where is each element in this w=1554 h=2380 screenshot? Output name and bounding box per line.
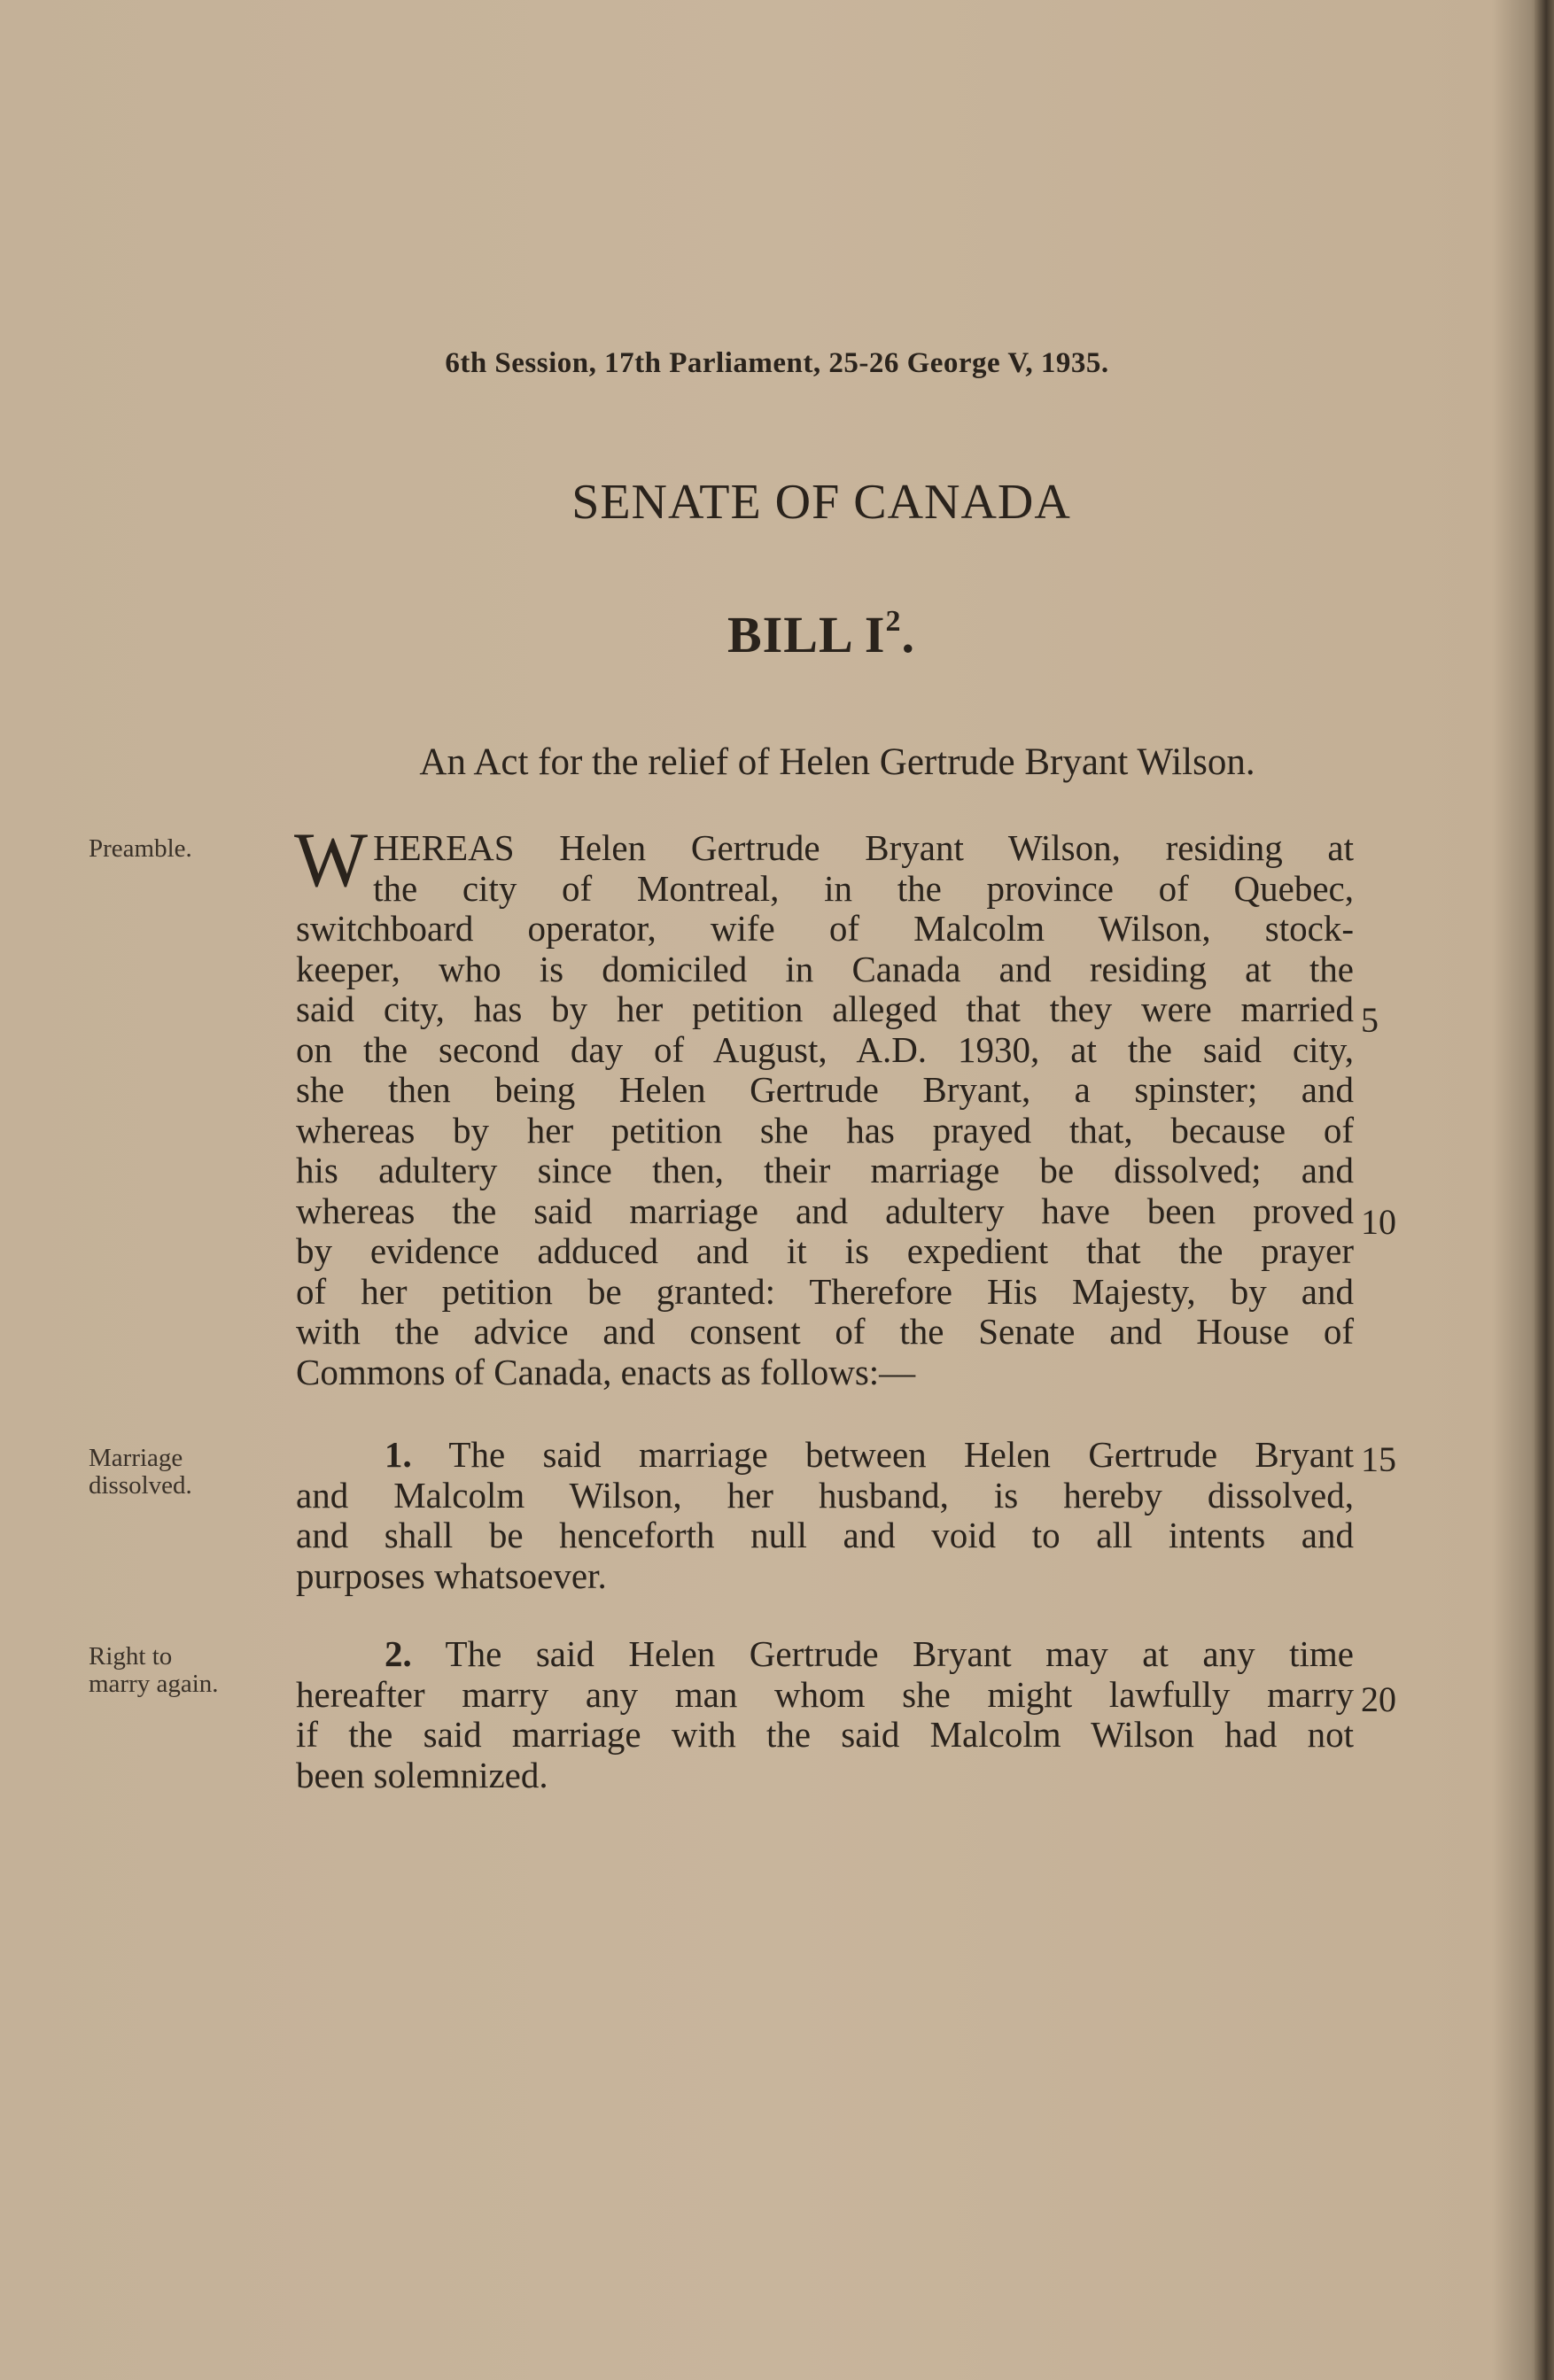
text-line-content: The said Helen Gertrude Bryant may at any time	[445, 1633, 1354, 1674]
text-line: if the said marriage with the said Malcolm Wilson had not	[296, 1714, 1354, 1755]
preamble-text	[294, 818, 1354, 1392]
line-number-5: 5	[1361, 1000, 1379, 1040]
session-header: 6th Session, 17th Parliament, 25-26 George V, 1935.	[445, 347, 1109, 379]
margin-note-marriage-dissolved	[89, 1445, 275, 1500]
text-line: said city, has by her petition alleged that they were married	[296, 988, 1354, 1029]
text-line	[296, 1435, 1354, 1476]
text-line: and shall be henceforth null and void to all intents and	[296, 1515, 1354, 1555]
section-2-text	[296, 1634, 1354, 1795]
bill-dot: .	[901, 606, 915, 663]
line-number-15: 15	[1361, 1439, 1396, 1479]
text-line: been solemnized.	[296, 1754, 548, 1795]
margin-note-line: dissolved.	[89, 1471, 192, 1500]
text-line: with the advice and consent of the Senate and House of	[296, 1311, 1354, 1352]
text-line: hereafter marry any man whom she might lawfully marry	[296, 1673, 1354, 1715]
section-number: 2.	[385, 1633, 412, 1674]
text-line: keeper, who is domiciled in Canada and residing at the	[296, 948, 1354, 989]
text-line: on the second day of August, A.D. 1930, at the said city,	[296, 1028, 1354, 1070]
margin-note-line: marry again.	[89, 1670, 219, 1698]
text-line: Commons of Canada, enacts as follows:—	[296, 1351, 916, 1392]
text-line: and Malcolm Wilson, her husband, is hereby dissolved,	[296, 1474, 1354, 1516]
bill-superscript: 2	[885, 605, 902, 638]
text-line	[296, 1634, 1354, 1675]
margin-note-preamble: Preamble.	[89, 834, 192, 863]
text-line: of her petition be granted: Therefore His Majesty, by and	[296, 1270, 1354, 1312]
text-line: whereas the said marriage and adultery have been proved	[296, 1190, 1354, 1231]
section-number: 1.	[385, 1434, 412, 1475]
senate-heading: SENATE OF CANADA	[571, 475, 1071, 530]
text-line: his adultery since then, their marriage be dissolved; and	[296, 1150, 1354, 1190]
bill-number	[0, 605, 1554, 664]
text-line: she then being Helen Gertrude Bryant, a spinster; and	[296, 1069, 1354, 1110]
text-line: by evidence adduced and it is expedient that the prayer	[296, 1230, 1354, 1271]
text-line: the city of Montreal, in the province of Quebec,	[373, 867, 1354, 909]
line-number-10: 10	[1361, 1202, 1396, 1242]
text-line: whereas by her petition she has prayed that, because of	[296, 1109, 1354, 1151]
section-1-text	[296, 1435, 1354, 1596]
margin-note-line: Marriage	[89, 1444, 183, 1472]
bill-label: BILL I	[727, 606, 886, 663]
text-line: purposes whatsoever.	[296, 1554, 607, 1596]
margin-note-right-to-marry	[89, 1643, 275, 1698]
act-title: An Act for the relief of Helen Gertrude Bryant Wilson.	[419, 741, 1255, 783]
text-line-content: The said marriage between Helen Gertrude Bryant	[448, 1434, 1354, 1475]
text-line: switchboard operator, wife of Malcolm Wilson, stock-	[296, 908, 1354, 949]
text-line: HEREAS Helen Gertrude Bryant Wilson, residing at	[373, 827, 1354, 868]
margin-note-line: Right to	[89, 1642, 173, 1671]
drop-cap: W	[294, 818, 369, 903]
line-number-20: 20	[1361, 1679, 1396, 1719]
